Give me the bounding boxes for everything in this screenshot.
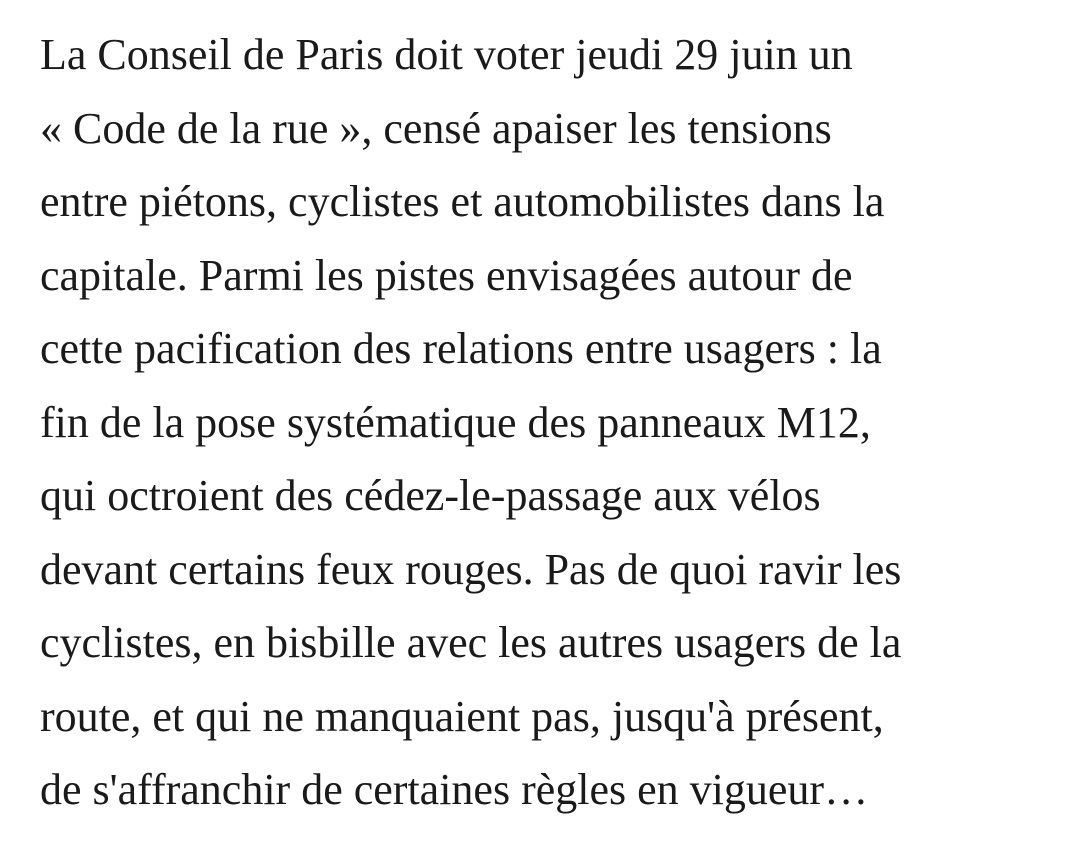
article-line: de s'affranchir de certaines règles en vigueur… bbox=[40, 765, 869, 814]
article-line: fin de la pose systématique des panneaux M12, bbox=[40, 397, 871, 447]
article-line: qui octroient des cédez-le-passage aux vélos bbox=[40, 471, 821, 520]
article-line: entre piétons, cyclistes et automobilistes dans la bbox=[40, 177, 885, 226]
article-line: « Code de la rue », censé apaiser les tensions bbox=[40, 103, 832, 153]
article-line: cette pacification des relations entre usagers : la bbox=[40, 324, 882, 373]
article-line: capitale. Parmi les pistes envisagées autour de bbox=[40, 250, 853, 300]
article-line: cyclistes, en bisbille avec les autres usagers de la bbox=[40, 618, 902, 667]
article-line: La Conseil de Paris doit voter jeudi 29 juin un bbox=[40, 30, 853, 79]
article-line: route, et qui ne manquaient pas, jusqu'à présent, bbox=[40, 691, 884, 741]
article-paragraph bbox=[40, 18, 1060, 827]
article-line: devant certains feux rouges. Pas de quoi ravir les bbox=[40, 544, 902, 594]
